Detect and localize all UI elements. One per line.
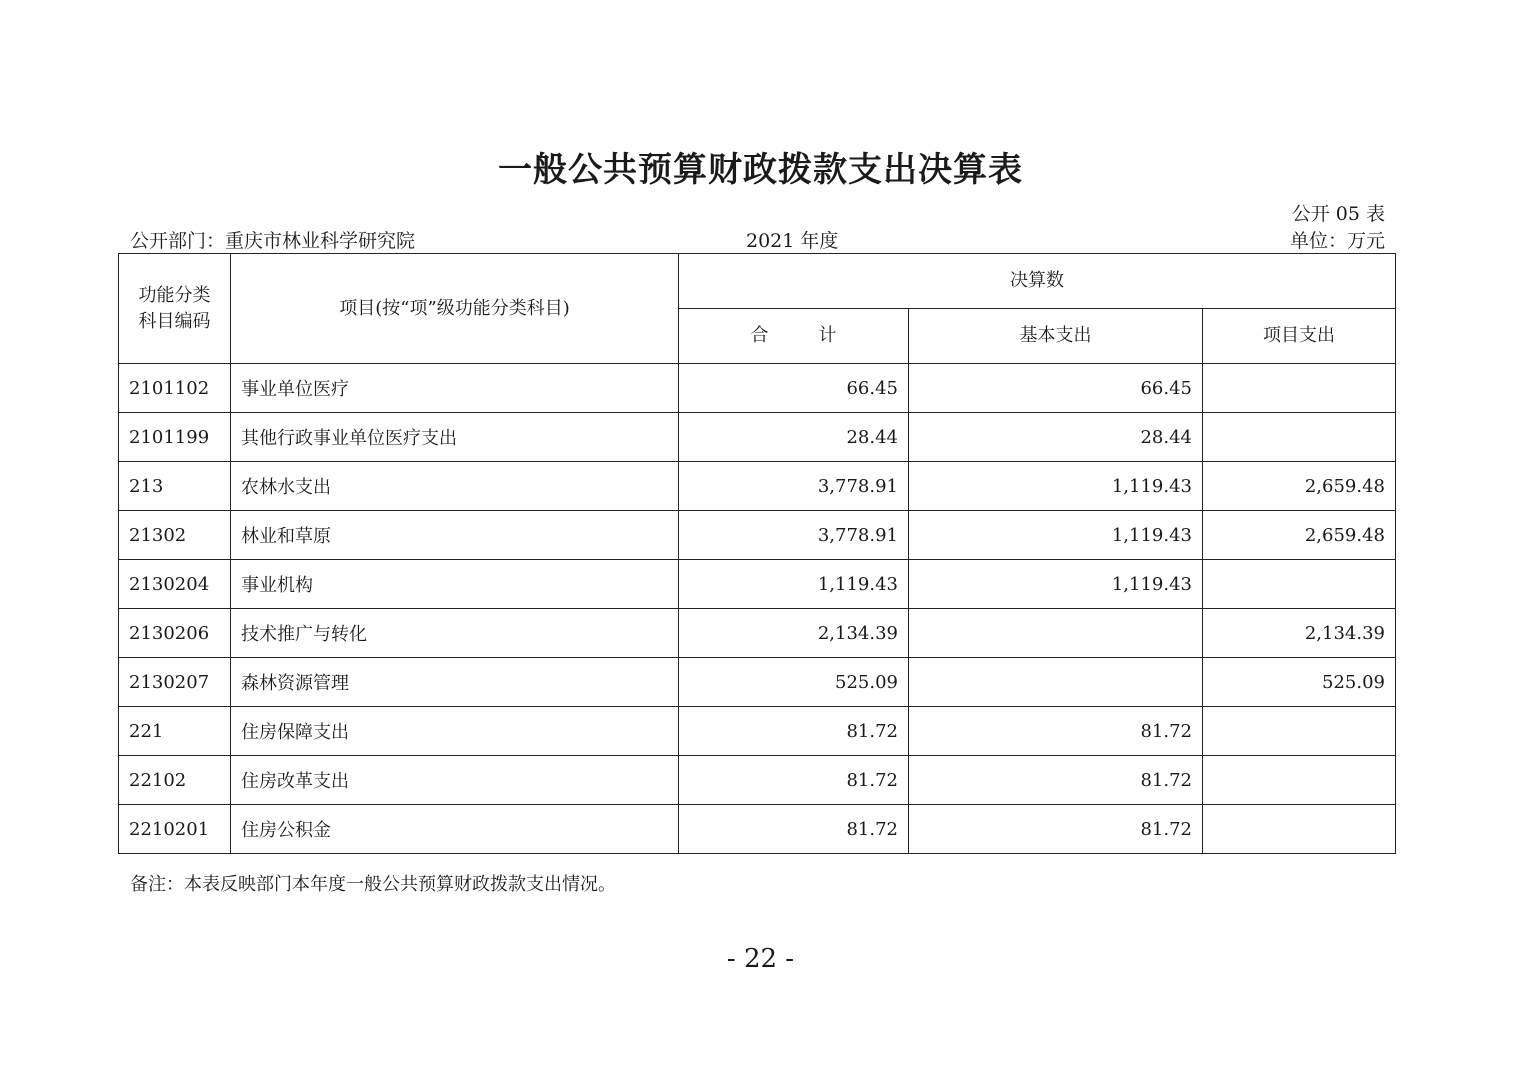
cell-project — [1203, 707, 1396, 756]
cell-code: 21302 — [119, 511, 231, 560]
cell-code: 2130204 — [119, 560, 231, 609]
cell-item: 住房保障支出 — [231, 707, 679, 756]
cell-code: 2101199 — [119, 413, 231, 462]
cell-total: 81.72 — [679, 756, 909, 805]
table-row — [119, 413, 1396, 462]
cell-code: 2210201 — [119, 805, 231, 854]
cell-item: 技术推广与转化 — [231, 609, 679, 658]
cell-basic — [909, 609, 1203, 658]
cell-item: 森林资源管理 — [231, 658, 679, 707]
cell-item: 事业机构 — [231, 560, 679, 609]
cell-code: 2101102 — [119, 364, 231, 413]
cell-total: 1,119.43 — [679, 560, 909, 609]
table-row — [119, 364, 1396, 413]
header-item: 项目(按“项”级功能分类科目) — [231, 254, 679, 364]
cell-item: 住房公积金 — [231, 805, 679, 854]
table-row — [119, 560, 1396, 609]
cell-item: 住房改革支出 — [231, 756, 679, 805]
cell-basic — [909, 658, 1203, 707]
cell-project — [1203, 805, 1396, 854]
cell-basic: 1,119.43 — [909, 560, 1203, 609]
cell-basic: 81.72 — [909, 707, 1203, 756]
cell-basic: 66.45 — [909, 364, 1203, 413]
unit-label: 单位：万元 — [1289, 230, 1385, 252]
cell-code: 213 — [119, 462, 231, 511]
cell-total: 3,778.91 — [679, 462, 909, 511]
header-project: 项目支出 — [1203, 309, 1396, 364]
header-code: 功能分类科目编码 — [119, 254, 231, 364]
table-row — [119, 805, 1396, 854]
cell-total: 66.45 — [679, 364, 909, 413]
department-label: 公开部门：重庆市林业科学研究院 — [130, 230, 416, 252]
page-number: - 22 - — [726, 944, 795, 974]
cell-total: 525.09 — [679, 658, 909, 707]
cell-item: 农林水支出 — [231, 462, 679, 511]
cell-item: 其他行政事业单位医疗支出 — [231, 413, 679, 462]
cell-code: 2130207 — [119, 658, 231, 707]
cell-basic: 81.72 — [909, 756, 1203, 805]
table-row — [119, 707, 1396, 756]
cell-code: 2130206 — [119, 609, 231, 658]
table-row — [119, 756, 1396, 805]
cell-project: 2,134.39 — [1203, 609, 1396, 658]
table-number: 公开 05 表 — [1291, 203, 1385, 225]
cell-project: 525.09 — [1203, 658, 1396, 707]
header-final-amount: 决算数 — [679, 254, 1396, 309]
footnote: 备注：本表反映部门本年度一般公共预算财政拨款支出情况。 — [130, 874, 616, 895]
cell-basic: 28.44 — [909, 413, 1203, 462]
cell-item: 事业单位医疗 — [231, 364, 679, 413]
expenditure-table — [118, 253, 1396, 854]
cell-total: 81.72 — [679, 707, 909, 756]
cell-total: 3,778.91 — [679, 511, 909, 560]
cell-project: 2,659.48 — [1203, 511, 1396, 560]
cell-code: 22102 — [119, 756, 231, 805]
cell-total: 2,134.39 — [679, 609, 909, 658]
table-row — [119, 609, 1396, 658]
cell-project — [1203, 413, 1396, 462]
table-row — [119, 658, 1396, 707]
cell-project — [1203, 756, 1396, 805]
document-title: 一般公共预算财政拨款支出决算表 — [498, 150, 1023, 190]
header-basic: 基本支出 — [909, 309, 1203, 364]
cell-total: 81.72 — [679, 805, 909, 854]
fiscal-year: 2021 年度 — [746, 230, 839, 252]
cell-project — [1203, 364, 1396, 413]
cell-project — [1203, 560, 1396, 609]
cell-code: 221 — [119, 707, 231, 756]
cell-basic: 1,119.43 — [909, 462, 1203, 511]
cell-total: 28.44 — [679, 413, 909, 462]
cell-item: 林业和草原 — [231, 511, 679, 560]
cell-project: 2,659.48 — [1203, 462, 1396, 511]
header-total: 合计 — [679, 309, 909, 364]
cell-basic: 1,119.43 — [909, 511, 1203, 560]
cell-basic: 81.72 — [909, 805, 1203, 854]
table-row — [119, 511, 1396, 560]
table-row — [119, 462, 1396, 511]
